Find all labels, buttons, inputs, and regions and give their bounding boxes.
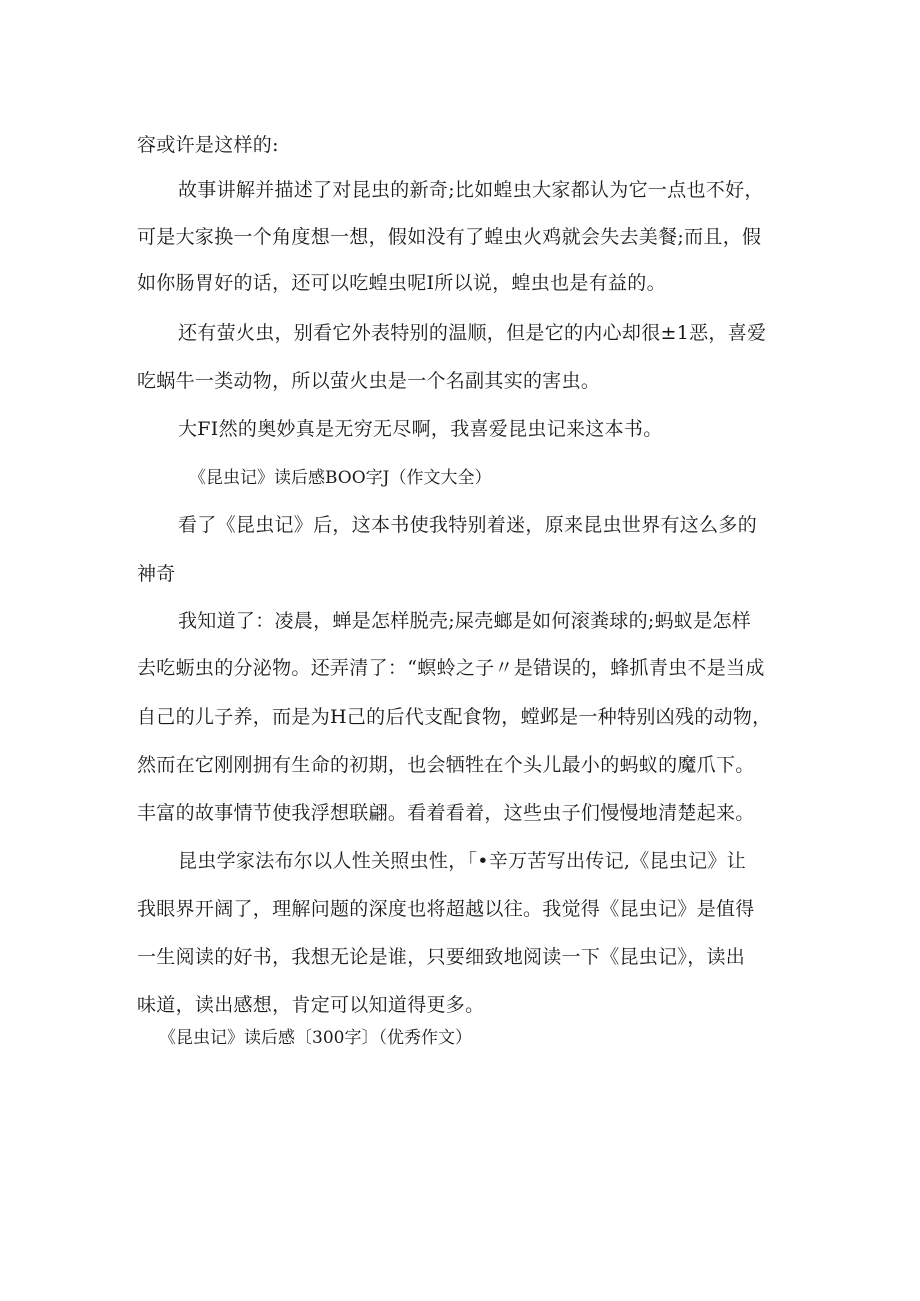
text-line: 容或许是这样的:	[137, 134, 279, 156]
paragraph-line: 去吃蛎虫的分泌物。还弄清了：“螟蛉之子〃是错误的，蜂抓青虫不是当成	[137, 657, 765, 679]
paragraph-line: 丰富的故事情节使我浮想联翩。看着看着，这些虫子们慢慢地清楚起来。	[137, 802, 755, 824]
paragraph-line: 自己的儿子养，而是为H己的后代支配食物，螳邺是一种特别凶残的动物，	[137, 706, 772, 728]
paragraph-line: 如你肠胃好的话，还可以吃蝗虫呢I所以说，蝗虫也是有益的。	[137, 272, 666, 294]
section-heading: 《昆虫记》读后感BOO字J（作文大全）	[189, 468, 492, 488]
paragraph-line: 还有萤火虫，别看它外表特别的温顺，但是它的内心却很±1恶，喜爱	[178, 322, 767, 344]
paragraph-line: 大FI然的奥妙真是无穷无尽啊，我喜爱昆虫记来这本书。	[178, 418, 663, 440]
paragraph-line: 看了《昆虫记》后，这本书使我特别着迷，原来昆虫世界有这么多的	[178, 514, 758, 536]
paragraph-line: 吃蜗牛一类动物，所以萤火虫是一个名副其实的害虫。	[137, 370, 601, 392]
paragraph-line: 我眼界开阔了，理解问题的深度也将超越以往。我觉得《昆虫记》是值得	[137, 898, 755, 920]
section-heading: 《昆虫记》读后感〔300字〕（优秀作文）	[159, 1028, 472, 1048]
paragraph-line: 一生阅读的好书，我想无论是谁，只要细致地阅读一下《昆虫记》，读出	[137, 946, 746, 968]
paragraph-line: 昆虫学家法布尔以人性关照虫性，「•辛万苦写出传记,《昆虫记》让	[178, 850, 747, 872]
paragraph-line: 故事讲解并描述了对昆虫的新奇;比如蝗虫大家都认为它一点也不好，	[178, 179, 764, 201]
paragraph-line: 神奇	[137, 563, 176, 585]
paragraph-line: 味道，读出感想，肯定可以知道得更多。	[137, 994, 485, 1016]
paragraph-line: 然而在它刚刚拥有生命的初期，也会牺牲在个头儿最小的蚂蚁的魔爪下。	[137, 754, 755, 776]
paragraph-line: 可是大家换一个角度想一想，假如没有了蝗虫火鸡就会失去美餐;而且，假	[137, 226, 762, 248]
paragraph-line: 我知道了：凌晨，蝉是怎样脱壳;屎壳螂是如何滚粪球的;蚂蚁是怎样	[178, 610, 752, 632]
